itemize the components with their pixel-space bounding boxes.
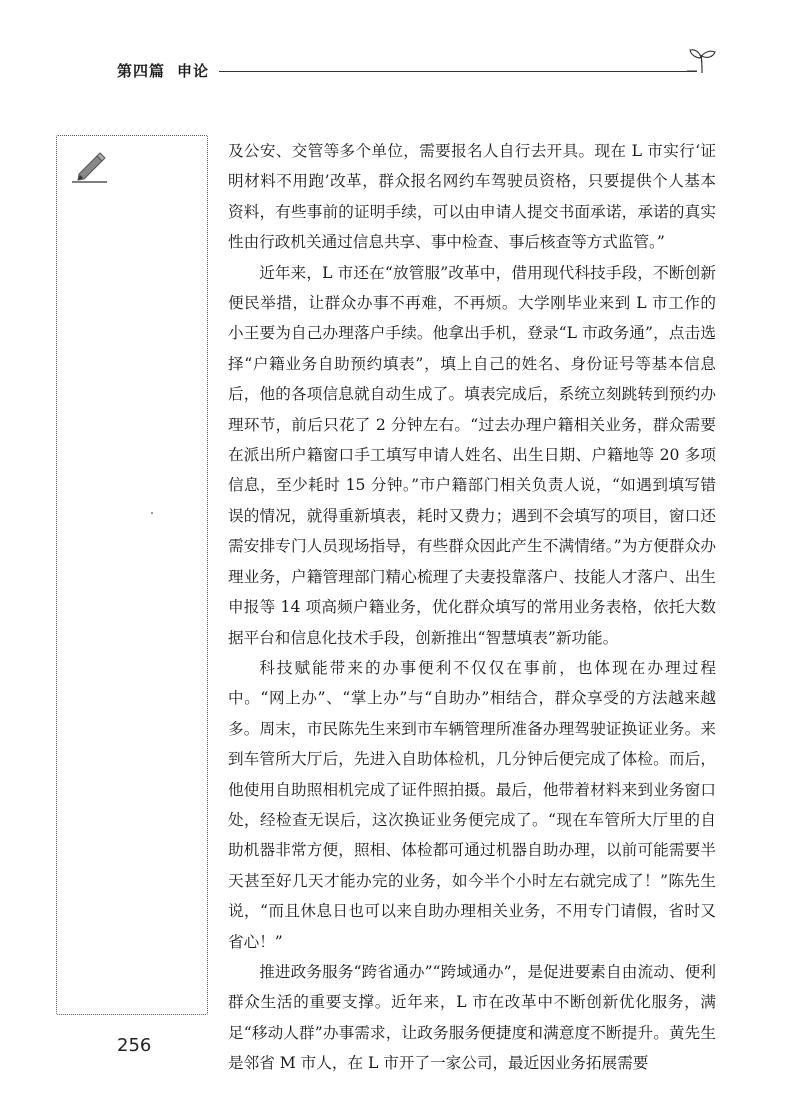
pencil-icon: [71, 148, 109, 184]
sprout-icon: [687, 46, 717, 74]
paragraph: 及公安、交管等多个单位，需要报名人自行去开具。现在 L 市实行‘证明材料不用跑’改革，群众报名网约车驾驶员资格，只要提供个人基本资料，有些事前的证明手续，可以由申请人提交书面承诺，承诺的真实性由行政机关通过信息共享、事中检查、事后核查等方式监管。”: [228, 142, 716, 252]
part-label: 第四篇: [117, 62, 166, 80]
paragraph: 近年来，L 市还在“放管服”改革中，借用现代科技手段，不断创新便民举措，让群众办事不再难，不再烦。大学刚毕业来到 L 市工作的小王要为自己办理落户手续。他拿出手机，登录“L 市政务通”，点击选择“户籍业务自助预约填表”，填上自己的姓名、身份证号等基本信息后，他的各项信息就自动生成了。填表完成后，系统立刻跳转到预约办理环节，前后只花了 2 分钟左右。“过去办理户籍相关业务，群众需要在派出所户籍窗口手工填写申请人姓名、出生日期、户籍地等 20 多项信息，至少耗时 15 分钟。”市户籍部门相关负责人说，“如遇到填写错误的情况，就得重新填表，耗时又费力；遇到不会填写的项目，窗口还需安排专门人员现场指导，有些群众因此产生不满情绪。”为方便群众办理业务，户籍管理部门精心梳理了夫妻投靠落户、技能人才落户、出生申报等 14 项高频户籍业务，优化群众填写的常用业务表格，依托大数据平台和信息化技术手段，创新推出“智慧填表”新功能。: [228, 263, 716, 647]
paragraph: 推进政务服务“跨省通办”“跨域通办”，是促进要素自由流动、便利群众生活的重要支撑。近年来，L 市在改革中不断创新优化服务，满足“移动人群”办事需求，让政务服务便捷度和满意度不断提升。黄先生是邻省 M 市人，在 L 市开了一家公司，最近因业务拓展需要: [228, 962, 716, 1073]
margin-speck: [151, 512, 153, 514]
section-title: 申论: [177, 62, 210, 80]
page-number: 256: [117, 1035, 152, 1056]
header-rule: [219, 71, 697, 72]
notes-margin-box: [56, 135, 208, 1015]
paragraph: 科技赋能带来的办事便利不仅仅在事前，也体现在办理过程中。“网上办”、“掌上办”与“自助办”相结合，群众享受的方法越来越多。周末，市民陈先生来到市车辆管理所准备办理驾驶证换证业务。来到车管所大厅后，先进入自助体检机，几分钟后便完成了体检。而后，他使用自助照相机完成了证件照拍摄。最后，他带着材料来到业务窗口处，经检查无误后，这次换证业务便完成了。“现在车管所大厅里的自助机器非常方便，照相、体检都可通过机器自助办理，以前可能需要半天甚至好几天才能办完的业务，如今半个小时左右就完成了！”陈先生说，“而且休息日也可以来自助办理相关业务，不用专门请假，省时又省心！”: [228, 658, 716, 951]
page-header: [117, 58, 717, 88]
body-text: [228, 136, 716, 1079]
